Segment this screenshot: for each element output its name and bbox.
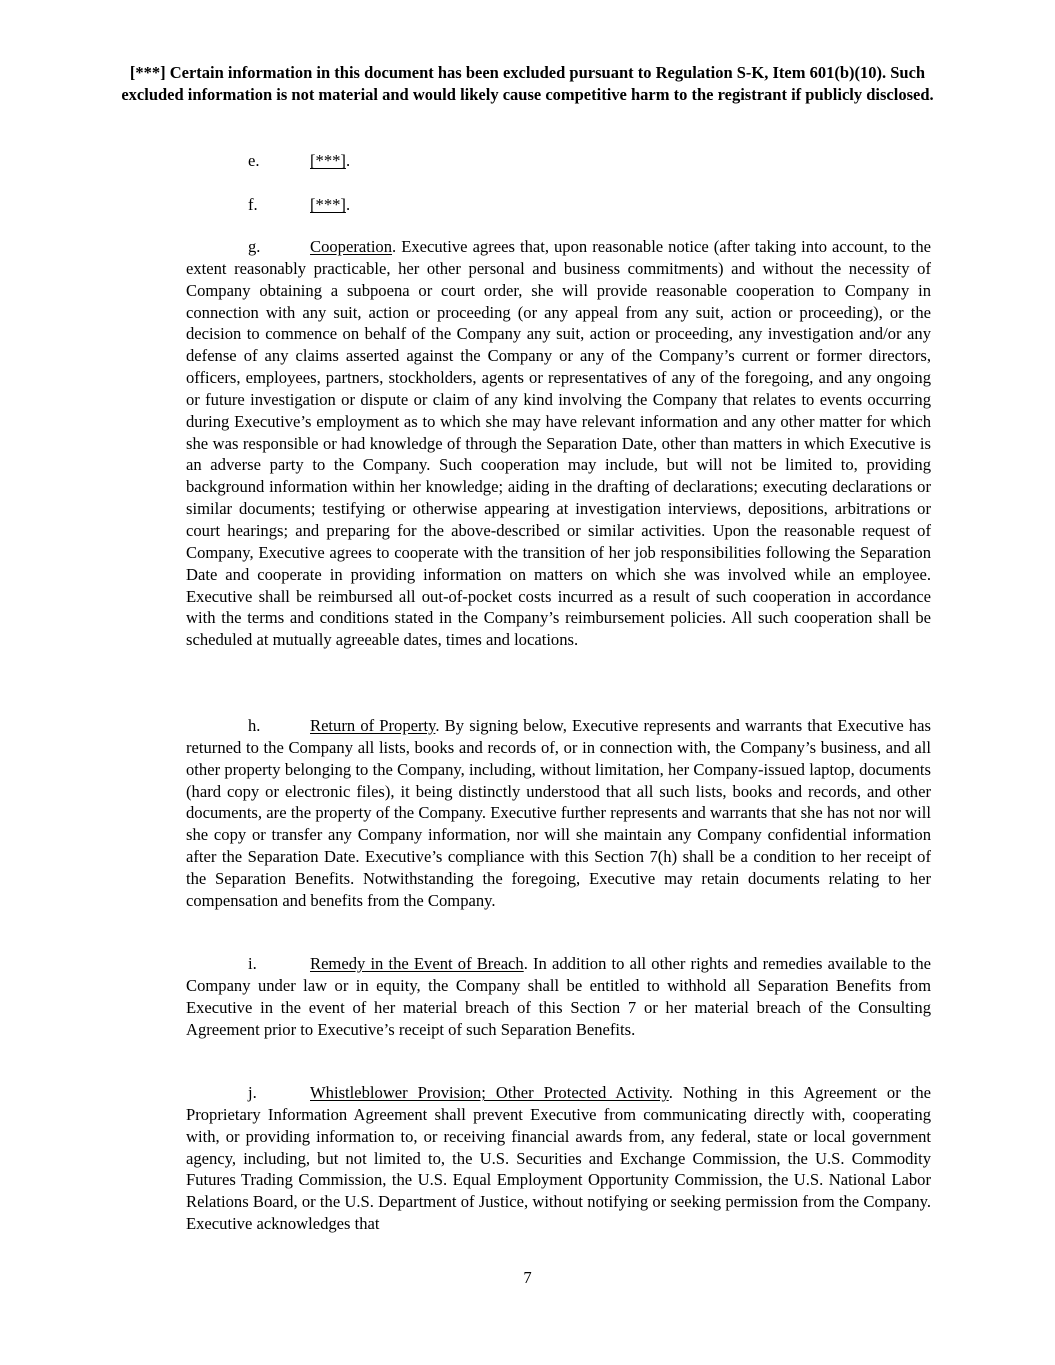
section-h [186, 715, 931, 912]
section-h-title: Return of Property [310, 716, 436, 735]
section-g [186, 236, 931, 651]
section-e-end: . [345, 151, 351, 170]
section-i-text: . In addition to all other rights and remedies available to the Company under law or in equity, the Company shall be entitled to withhold all Separation Benefits from Executive in the event of her material breach of this Section 7 or her material breach of the Consulting Agreement prior to Executive’s receipt of such Separation Benefits. [186, 954, 931, 1039]
section-i-title: Remedy in the Event of Breach [310, 954, 524, 973]
section-f-letter: f. [248, 195, 258, 214]
section-f-title: [***] [310, 195, 346, 214]
section-e [248, 150, 350, 172]
redaction-notice: [***] Certain information in this document has been excluded pursuant to Regulation S-K, Item 601(b)(10). Such excluded information is not material and would likely cause competitive harm to the registrant if publicly disclosed. [121, 63, 934, 104]
section-f-end: . [345, 195, 351, 214]
section-j-letter: j. [248, 1083, 257, 1102]
section-f [248, 194, 350, 216]
section-j-text: . Nothing in this Agreement or the Proprietary Information Agreement shall prevent Executive from communicating directly with, cooperating with, or providing information to, or receiving financial awards from, any federal, state or local government agency, including, but not limited to, the U.S. Securities and Exchange Commission, the U.S. Commodity Futures Trading Commission, the U.S. Equal Employment Opportunity Commission, the U.S. National Labor Relations Board, or the U.S. Department of Justice, without notifying or seeking permission from the Company. Executive acknowledges that [186, 1083, 931, 1234]
section-j-title: Whistleblower Provision; Other Protected Activity [310, 1083, 669, 1102]
section-h-text: . By signing below, Executive represents and warrants that Executive has returned to the Company all lists, books and records of, or in connection with, the Company’s business, and all other property belonging to the Company, including, without limitation, her Company-issued laptop, documents (hard copy or electronic files), it being distinctly understood that all such lists, books and records, and other documents, are the property of the Company. Executive further represents and warrants that she has not nor will she copy or transfer any Company information, nor will she maintain any Company confidential information after the Separation Date. Executive’s compliance with this Section 7(h) shall be a condition to her receipt of the Separation Benefits. Notwithstanding the foregoing, Executive may retain documents relating to her compensation and benefits from the Company. [186, 716, 931, 910]
section-i [186, 953, 931, 1040]
section-i-letter: i. [248, 954, 257, 973]
page-number: 7 [523, 1268, 532, 1287]
section-g-title: Cooperation [310, 237, 393, 256]
section-e-letter: e. [248, 151, 260, 170]
section-g-letter: g. [248, 237, 261, 256]
section-e-title: [***] [310, 151, 346, 170]
section-g-text: . Executive agrees that, upon reasonable notice (after taking into account, to the extent reasonably practicable, her other personal and business commitments) and without the necessity of Company obtaining a subpoena or court order, she will provide reasonable cooperation to Company in connection with any suit, action or proceeding (or any appeal from any suit, action or proceeding), or the decision to commence on behalf of the Company any suit, action or proceeding, any investigation and/or any defense of any claims asserted against the Company or any of the Company’s current or former directors, officers, employees, partners, stockholders, agents or representatives of any of the foregoing, and any ongoing or future investigation or dispute or claim of any kind involving the Company that relates to events occurring during Executive’s employment as to which she may have relevant information and any other matter for which she was responsible or had knowledge of through the Separation Date, other than matters in which Executive is an adverse party to the Company. Such cooperation may include, but will not be limited to, providing background information within her knowledge; aiding in the drafting of declarations; executing declarations or similar documents; testifying or otherwise appearing at investigation interviews, depositions, arbitrations or court hearings; and preparing for the above-described or similar activities. Upon the reasonable request of Company, Executive agrees to cooperate with the transition of her job responsibilities following the Separation Date and cooperate in providing information on matters on which she was involved while an employee. Executive shall be reimbursed all out-of-pocket costs incurred as a result of such cooperation in accordance with the terms and conditions stated in the Company’s reimbursement policies. All such cooperation shall be scheduled at mutually agreeable dates, times and locations. [186, 237, 931, 650]
section-h-letter: h. [248, 716, 261, 735]
section-j [186, 1082, 931, 1235]
